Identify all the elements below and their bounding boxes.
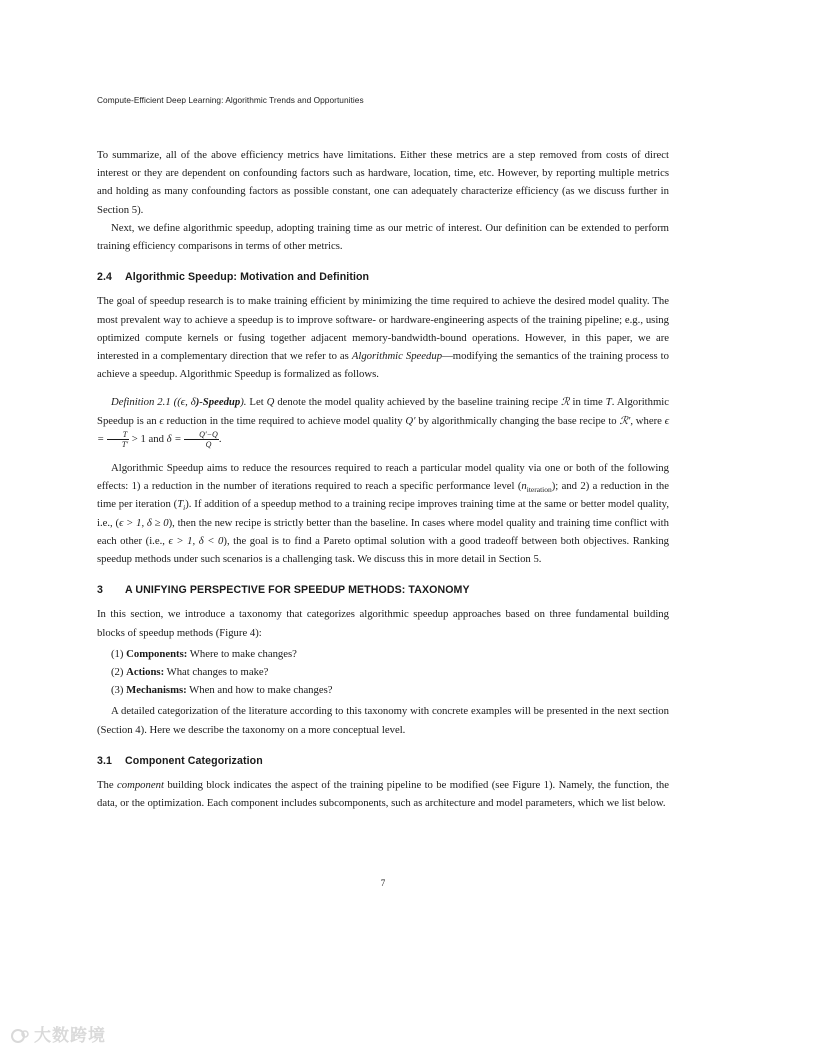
fraction-t-over-tprime: $\frac{T}{T'}$ <box>107 430 129 449</box>
page-body <box>97 146 669 812</box>
list-item: (1) Components: Where to make changes? <box>111 647 297 660</box>
list-item: (3) Mechanisms: When and how to make changes? <box>111 684 333 697</box>
section-heading-2-4: 2.4 Algorithmic Speedup: Motivation and Definition <box>97 271 370 284</box>
fraction-quality-delta: $\frac{Q'-Q}{Q}$ <box>184 430 219 449</box>
section-heading-3: 3 A UNIFYING PERSPECTIVE FOR SPEEDUP METHODS: TAXONOMY <box>97 584 470 597</box>
taxonomy-list <box>97 645 669 700</box>
paragraph: The goal of speedup research is to make training efficient by minimizing the time required to achieve the desired model quality. The most prevalent way to achieve a speedup is to improve software- or hardware-engineering aspects of the training pipeline; e.g., using optimized compute kernels or fusing together adjacent memory-bandwidth-bound operations. However, in this paper, we are interested in a complementary direction that we refer to as Algorithmic Speedup—modifying the semantics of the training process to achieve a speedup. Algorithmic Speedup is formalized as follows. <box>97 295 669 381</box>
paragraph: Next, we define algorithmic speedup, adopting training time as our metric of interest. Our definition can be extended to perform training efficiency comparisons in terms of other metrics. <box>97 221 669 253</box>
watermark-logo-icon <box>10 1028 34 1044</box>
running-header: Compute-Efficient Deep Learning: Algorithmic Trends and Opportunities <box>97 95 364 105</box>
definition-2-1: Definition 2.1 ((ϵ, δ)-Speedup). Let Q denote the model quality achieved by the baseline training recipe ℛ in time T. Algorithmic Speedup is an ϵ reduction in the time required to achieve model quality Q′ by algorithmically changing the base recipe to ℛ′, where ϵ = $\frac{T}{T'}$ > 1 and δ = $\frac{Q'-Q}{Q}$ . <box>97 396 670 449</box>
paragraph: Algorithmic Speedup aims to reduce the resources required to reach a particular model quality via one or both of the following effects: 1) a reduction in the number of iterations required to reach a specific performance level $(n_{iteration})$; and 2) a reduction in the time per iteration $(T_i)$. If addition of a speedup method to a training recipe improves training time at the same or better model quality, i.e., (ϵ > 1, δ ≥ 0), then the new recipe is strictly better than the baseline. In cases where model quality and training time conflict with each other (i.e., ϵ > 1, δ < 0), the goal is to find a Pareto optimal solution with a good tradeoff between both objectives. Ranking speedup methods under such scenarios is a challenging task. We discuss this in more detail in Section 5. <box>97 461 670 565</box>
paragraph: In this section, we introduce a taxonomy that categorizes algorithmic speedup approaches based on three fundamental building blocks of speedup methods (Figure 4): <box>97 608 669 639</box>
paragraph: To summarize, all of the above efficiency metrics have limitations. Either these metrics are a step removed from costs of direct interest or they are dependent on confounding factors such as hardware, location, time, etc. However, by reporting multiple metrics and holding as many confounding factors as possible constant, one can adequately characterize efficiency (as we discuss further in Section 5). <box>97 149 669 216</box>
page-number: 7 <box>380 878 386 888</box>
section-heading-3-1: 3.1 Component Categorization <box>97 754 263 767</box>
paragraph: The component building block indicates the aspect of the training pipeline to be modified (see Figure 1). Namely, the function, the data, or the optimization. Each component includes subcomponents, such as architecture and model parameters, which we list below. <box>97 778 669 810</box>
list-item: (2) Actions: What changes to make? <box>111 665 269 678</box>
watermark: 大数跨境 <box>10 1021 106 1046</box>
paragraph: A detailed categorization of the literature according to this taxonomy with concrete examples will be presented in the next section (Section 4). Here we describe the taxonomy on a more conceptual level. <box>97 705 669 736</box>
